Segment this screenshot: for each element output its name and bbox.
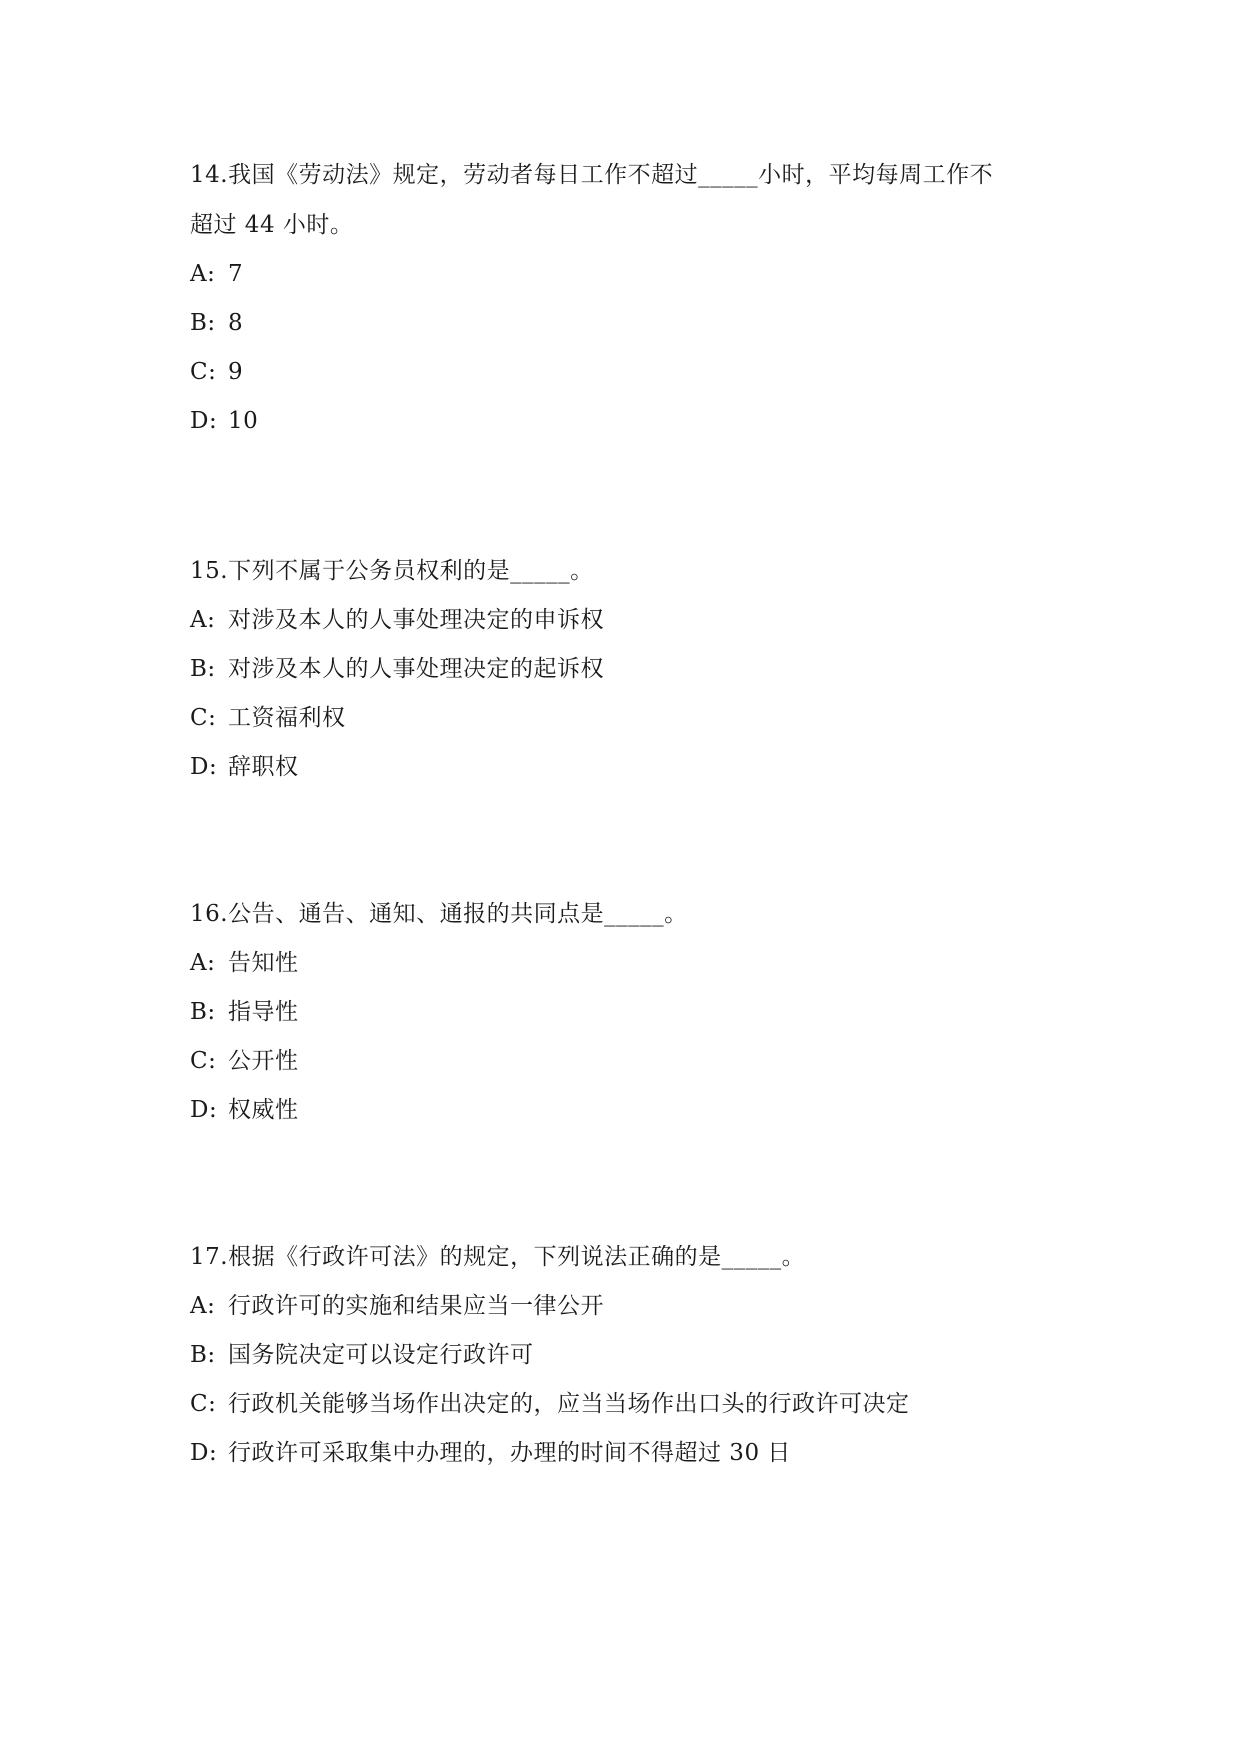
option-letter: C:	[190, 1048, 217, 1074]
option-d	[190, 1429, 1070, 1478]
option-text: 行政许可采取集中办理的，办理的时间不得超过 30 日	[228, 1440, 791, 1466]
question-15	[190, 546, 1070, 792]
option-letter: A:	[190, 950, 216, 976]
question-stem-line: 17.根据《行政许可法》的规定，下列说法正确的是_____。	[190, 1244, 806, 1270]
option-d	[190, 743, 1070, 792]
option-letter: C:	[190, 1391, 217, 1417]
option-b	[190, 1331, 1070, 1380]
option-letter: D:	[190, 408, 218, 434]
option-c	[190, 1037, 1070, 1086]
option-b	[190, 299, 1070, 348]
option-letter: B:	[190, 1342, 216, 1368]
option-text: 对涉及本人的人事处理决定的申诉权	[228, 607, 604, 633]
option-text: 权威性	[228, 1097, 299, 1123]
option-text: 辞职权	[228, 754, 299, 780]
option-a	[190, 939, 1070, 988]
question-stem-line: 超过 44 小时。	[190, 212, 354, 238]
option-a	[190, 596, 1070, 645]
option-letter: D:	[190, 754, 218, 780]
option-letter: C:	[190, 359, 217, 385]
option-letter: C:	[190, 705, 217, 731]
question-stem-line: 16.公告、通告、通知、通报的共同点是_____。	[190, 901, 688, 927]
option-text: 对涉及本人的人事处理决定的起诉权	[228, 656, 604, 682]
option-text: 10	[228, 408, 259, 434]
option-letter: B:	[190, 310, 216, 336]
option-text: 告知性	[228, 950, 299, 976]
option-d	[190, 1086, 1070, 1135]
question-14	[190, 150, 1070, 446]
option-text: 指导性	[228, 999, 299, 1025]
option-c	[190, 348, 1070, 397]
option-letter: B:	[190, 656, 216, 682]
option-d	[190, 397, 1070, 446]
option-b	[190, 988, 1070, 1037]
question-17	[190, 1232, 1070, 1478]
option-c	[190, 1380, 1070, 1429]
option-letter: D:	[190, 1097, 218, 1123]
option-text: 公开性	[228, 1048, 299, 1074]
option-text: 7	[228, 261, 244, 287]
option-text: 8	[228, 310, 244, 336]
option-b	[190, 645, 1070, 694]
option-letter: A:	[190, 261, 216, 287]
option-text: 行政许可的实施和结果应当一律公开	[228, 1293, 604, 1319]
option-letter: B:	[190, 999, 216, 1025]
question-stem-line: 14.我国《劳动法》规定，劳动者每日工作不超过_____小时，平均每周工作不	[190, 162, 994, 188]
question-16	[190, 889, 1070, 1135]
option-text: 9	[228, 359, 244, 385]
option-c	[190, 694, 1070, 743]
option-letter: A:	[190, 1293, 216, 1319]
question-stem-line: 15.下列不属于公务员权利的是_____。	[190, 558, 594, 584]
option-a	[190, 250, 1070, 299]
option-letter: A:	[190, 607, 216, 633]
option-text: 行政机关能够当场作出决定的，应当当场作出口头的行政许可决定	[228, 1391, 910, 1417]
option-text: 工资福利权	[228, 705, 346, 731]
option-a	[190, 1282, 1070, 1331]
option-letter: D:	[190, 1440, 218, 1466]
option-text: 国务院决定可以设定行政许可	[228, 1342, 534, 1368]
